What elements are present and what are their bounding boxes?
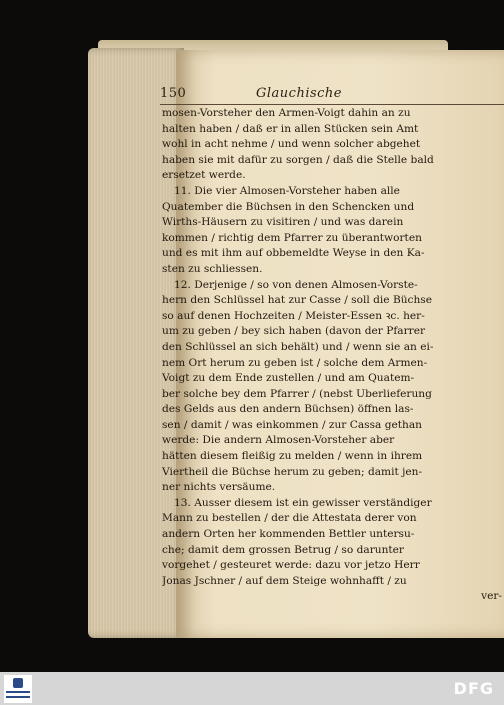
text-line: hätten diesem fleißig zu melden / wenn in ihrem — [162, 450, 423, 463]
text-line: kommen / richtig dem Pfarrer zu überantworten — [162, 231, 422, 244]
text-line: andern Orten her kommenden Bettler untersu- — [162, 528, 415, 541]
text-line: ber solche bey dem Pfarrer / (nebst Uberlieferung — [162, 387, 432, 400]
dfg-logo[interactable]: DFG — [453, 679, 494, 698]
text-line: 11. Die vier Almosen-Vorsteher haben alle — [174, 184, 400, 197]
text-line: Mann zu bestellen / der die Attestata derer von — [162, 512, 417, 525]
text-line: ersetzet werde. — [162, 169, 246, 182]
viewer-footer-bar — [0, 672, 504, 705]
text-line: 13. Ausser diesem ist ein gewisser verständiger — [174, 496, 432, 509]
text-line: wohl in acht nehme / und wenn solcher abgehet — [162, 138, 421, 151]
logo-line — [6, 691, 30, 693]
institution-logo[interactable] — [4, 675, 32, 703]
text-line: Jonas Jschner / auf dem Steige wohnhafft / zu — [162, 574, 407, 587]
text-line: halten haben / daß er in allen Stücken sein Amt — [162, 122, 419, 135]
text-line: und es mit ihm auf obbemeldte Weyse in den Ka- — [162, 247, 425, 260]
text-line: hern den Schlüssel hat zur Casse / soll die Büchse — [162, 294, 433, 307]
text-line: Quatember die Büchsen in den Schencken und — [162, 200, 415, 213]
text-line: nem Ort herum zu geben ist / solche dem Armen- — [162, 356, 428, 369]
page-header — [160, 86, 504, 104]
text-line: so auf denen Hochzeiten / Meister-Essen ꝛc. her- — [162, 309, 425, 322]
text-line: des Gelds aus den andern Büchsen) öffnen las- — [162, 403, 414, 416]
text-line: sten zu schliessen. — [162, 262, 263, 275]
running-title: Glauchische — [256, 86, 342, 101]
text-line: um zu geben / bey sich haben (davon der Pfarrer — [162, 325, 426, 338]
text-line: mosen-Vorsteher den Armen-Voigt dahin an zu — [162, 107, 411, 119]
text-line: haben sie mit dafür zu sorgen / daß die Stelle bald — [162, 153, 434, 166]
text-line: 12. Derjenige / so von denen Almosen-Vorste- — [174, 278, 418, 291]
text-line: vorgehet / gesteuret werde: dazu vor jetzo Herr — [162, 559, 420, 572]
text-line: ner nichts versäume. — [162, 481, 276, 494]
text-line: sen / damit / was einkommen / zur Cassa gethan — [162, 418, 422, 431]
text-line: werde: Die andern Almosen-Vorsteher aber — [162, 434, 395, 447]
body-text — [162, 106, 504, 605]
text-line: Voigt zu dem Ende zustellen / und am Quatem- — [162, 372, 415, 385]
logo-line — [6, 696, 30, 698]
text-line: Wirths-Häusern zu visitiren / und was darein — [162, 216, 404, 229]
text-line: Viertheil die Büchse herum zu geben; damit jen- — [162, 465, 423, 478]
text-line: den Schlüssel an sich behält) und / wenn sie an ei- — [162, 340, 434, 353]
text-line: che; damit dem grossen Betrug / so darunter — [162, 543, 405, 556]
catchword: ver- — [481, 590, 502, 603]
header-rule — [160, 104, 504, 105]
logo-mark-icon — [13, 678, 23, 688]
page-number: 150 — [160, 86, 187, 101]
